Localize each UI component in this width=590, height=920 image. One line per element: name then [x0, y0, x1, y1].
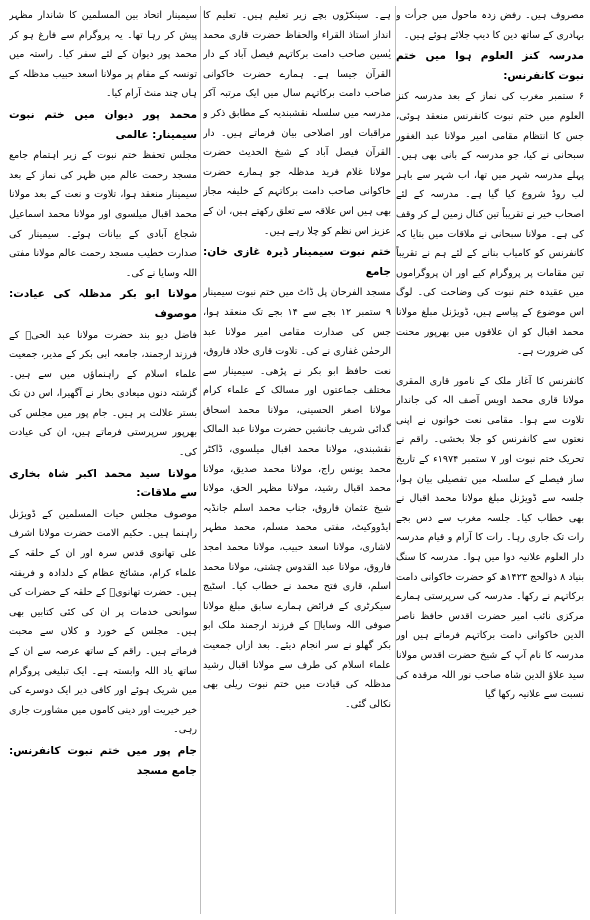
body-paragraph: مجلس تحفظ ختم نبوت کے زیر اہتمام جامع مسجد رحمت عالم میں ظہر کی نماز کے بعد سیمینار منعقد ہوا، تلاوت و نعت کے بعد مولانا محمد اقبال میلسوی اور مولانا محمد اسماعیل شجاع آبادی کے بیانات ہوئے۔ سیمینار کی صدارت خطیب مسجد رحمت عالم مولانا مفتی اللہ وسایا نے کی۔	[9, 150, 197, 279]
body-paragraph: ہے۔ سینکڑوں بچے زیر تعلیم ہیں۔ تعلیم کا انداز استاذ القراء والحفاظ حضرت قاری محمد یٰسین صاحب دامت برکاتہم فیصل آباد کے دار القرآن جیسا ہے۔ ہمارے حضرت خاکوانی صاحب دامت برکاتہم سال میں ایک مرتبہ آکر مدرسہ میں سلسلہ نقشبندیہ کے مطابق ذکر و مراقبات اور اصلاحی بیان فرماتے ہیں۔ دار القرآن فیصل آباد کے شیخ الحدیث حضرت مولانا غلام فرید مدظلہ جو ہمارے حضرت خاکوانی صاحب دامت برکاتہم کے خلیفہ مجاز بھی ہیں اس علاقہ سے تعلق رکھتے ہیں، ان کے عزیز اس نظم کو چلا رہے ہیں۔	[203, 10, 391, 237]
section-heading: جام پور میں ختم نبوت کانفرنس: جامع مسجد	[9, 744, 197, 777]
section-heading: محمد پور دیوان میں ختم نبوت سیمینار: عالمی	[9, 108, 197, 141]
body-paragraph: مصروف ہیں۔ رفض زدہ ماحول میں جرأت و بہادری کے ساتھ دین کا دیپ جلائے ہوئے ہیں۔	[396, 10, 584, 41]
section-heading: مولانا ابو بکر مدظلہ کی عیادت: موصوف	[9, 288, 197, 320]
body-paragraph: فاضل دیو بند حضرت مولانا عبد الحیؒ کے فرزند ارجمند، جامعہ ابی بکر کے مدیر، جمعیت علماء اسلام کے راہنماؤں میں سے ہیں۔ گزشتہ دنوں میعادی بخار نے آگھیرا، اس دن تک بستر علالت پر ہیں۔ جام پور میں مجلس کی بھرپور سرپرستی فرماتے ہیں، ان کی عیادت کی۔	[9, 329, 197, 459]
body-paragraph: کانفرنس کا آغاز ملک کے نامور قاری المقری مولانا قاری محمد اویس آصف الہ کی جاندار تلاوت سے ہوا۔ مقامی نعت خوانوں نے اپنی نعتوں سے کانفرنس کو جلا بخشی۔ راقم نے تحریک ختم نبوت اور ۷ ستمبر ۱۹۷۴ء کے تاریخ ساز فیصلے کے سلسلہ میں تفصیلی بیان ہوا، جلسہ سے ڈویژنل مبلغ مولانا محمد اقبال نے بھی خطاب کیا۔ جلسہ مغرب سے دس بجے رات تک جاری رہا۔ رات کا آرام و قیام مدرسہ دار العلوم علانیہ دوا میں ہوا۔ مدرسہ کا سنگ بنیاد ۸ ذوالحج ۱۴۲۳ھ کو حضرت خاکوانی دامت برکاتہم نے رکھا۔ مدرسہ کی سرپرستی ہمارے مرکزی نائب امیر حضرت اقدس حافظ ناصر الدین خاکوانی دامت برکاتہم فرماتے ہیں اور مدرسہ کا نام آپ کے شیخ حضرت اقدس مولانا سید علاؤ الدین شاہ صاحب نور اللہ مرقدہ کی نسبت سے علانیہ رکھا گیا	[396, 375, 584, 701]
column-divider	[200, 6, 201, 914]
column-right	[396, 6, 584, 914]
body-paragraph: سیمینار اتحاد بین المسلمین کا شاندار مظہر پیش کر رہا تھا۔ یہ پروگرام سے فارغ ہو کر محمد پور دیوان کے لئے سفر کیا۔ راستہ میں تونسہ کے مقام پر مولانا اسعد حبیب مدظلہ کے ہاں چند منٹ آرام کیا۔	[9, 10, 197, 100]
body-paragraph: مسجد الفرحان پل ڈاٹ میں ختم نبوت سیمینار ۹ ستمبر ۱۲ بجے سے ۱۴ بجے تک منعقد ہوا، جس کی صدارت مقامی امیر مولانا عبد الرحمٰن غفاری نے کی۔ تلاوت قاری خلاد فاروق، نعت حافظ ابو بکر نے پڑھی۔ سیمینار سے مختلف جماعتوں اور مسالک کے علماء کرام مولانا اصغر الحسینی، مولانا محمد اسحاق گدائی شریف جانشین حضرت مولانا عبد المالک نقشبندی، مولانا محمد اقبال میلسوی، ڈاکٹر محمد یونس راج، مولانا محمد صدیق، مولانا محمد اقبال رشید، مولانا مظہر الحق، مولانا شیخ عثمان فاروق، جناب محمد اسلم جانڈیہ ایڈووکیٹ، مفتی محمد مسلم، محمد مطہر لاشاری، مولانا اسعد حبیب، مولانا محمد امجد فاروق، مولانا عبد القدوس چشتی، مولانا محمد اسلم، قاری فتح محمد نے خطاب کیا۔ اسٹیج سیکرٹری کے فرائض ہمارے سابق مبلغ مولانا صوفی اللہ وسایاؒ کے فرزند ارجمند ملک ابو بکر گھلو نے سر انجام دیئے۔ بعد ازاں جمعیت علماء اسلام کی طرف سے مولانا اقبال رشید مدظلہ کی قیادت میں ختم نبوت ریلی بھی نکالی گئی۔	[203, 287, 391, 710]
column-left	[9, 6, 197, 914]
section-heading: مولانا سید محمد اکبر شاہ بخاری سے ملاقات:	[9, 467, 197, 500]
section-heading: ختم نبوت سیمینار ڈیرہ غازی خان: جامع	[203, 246, 391, 278]
section-heading: مدرسہ کنز العلوم ہوا میں ختم نبوت کانفرنس:	[396, 50, 584, 82]
column-middle	[203, 6, 391, 914]
body-paragraph: موصوف مجلس حیات المسلمین کے ڈویژنل راہنما ہیں۔ حکیم الامت حضرت مولانا اشرف علی تھانوی قدس سرہ اور ان کے حلقہ کے علماء کرام، مشائخ عظام کے دلدادہ و فریفتہ ہیں۔ حضرت تھانویؒ کے حلقہ کے حضرات کی سوانحی خدمات پر ان کی کئی کتابیں بھی ہیں۔ مجلس کے خورد و کلاں سے محبت فرماتے ہیں۔ راقم کے ساتھ عرصہ سے ان کے ساتھ یاد اللہ وابستہ ہے۔ ایک تبلیغی پروگرام میں شریک ہوئے اور کافی دیر ایک دوسرے کی خیر خیریت اور دینی کاموں میں مشاورت جاری رہی۔	[9, 508, 197, 736]
body-paragraph: ۶ ستمبر مغرب کی نماز کے بعد مدرسہ کنز العلوم میں ختم نبوت کانفرنس منعقد ہوئی، جس کا انتظام مقامی امیر مولانا عبد الغفور سبحانی نے کیا، جو مدرسہ کے بانی بھی ہیں۔ پہلے مدرسہ شہر میں تھا، اب شہر سے باہر لب روڈ شروع کیا گیا ہے۔ مدرسہ کے لئے اصحاب خیر نے تقریباً تین کنال زمین لے کر وقف کی ہے۔ مولانا سبحانی نے ملاقات میں بتایا کہ کانفرنس کو کامیاب بنانے کے لئے ہم نے تقریباً تین مقامات پر پروگرام کیے اور ان پروگراموں میں عقیدہ ختم نبوت کی وضاحت کی۔ لوگ اس موضوع کے پیاسے ہیں، ڈویژنل مبلغ مولانا محمد اقبال کو ان علاقوں میں بھرپور محنت کی ضرورت ہے۔	[396, 91, 584, 358]
